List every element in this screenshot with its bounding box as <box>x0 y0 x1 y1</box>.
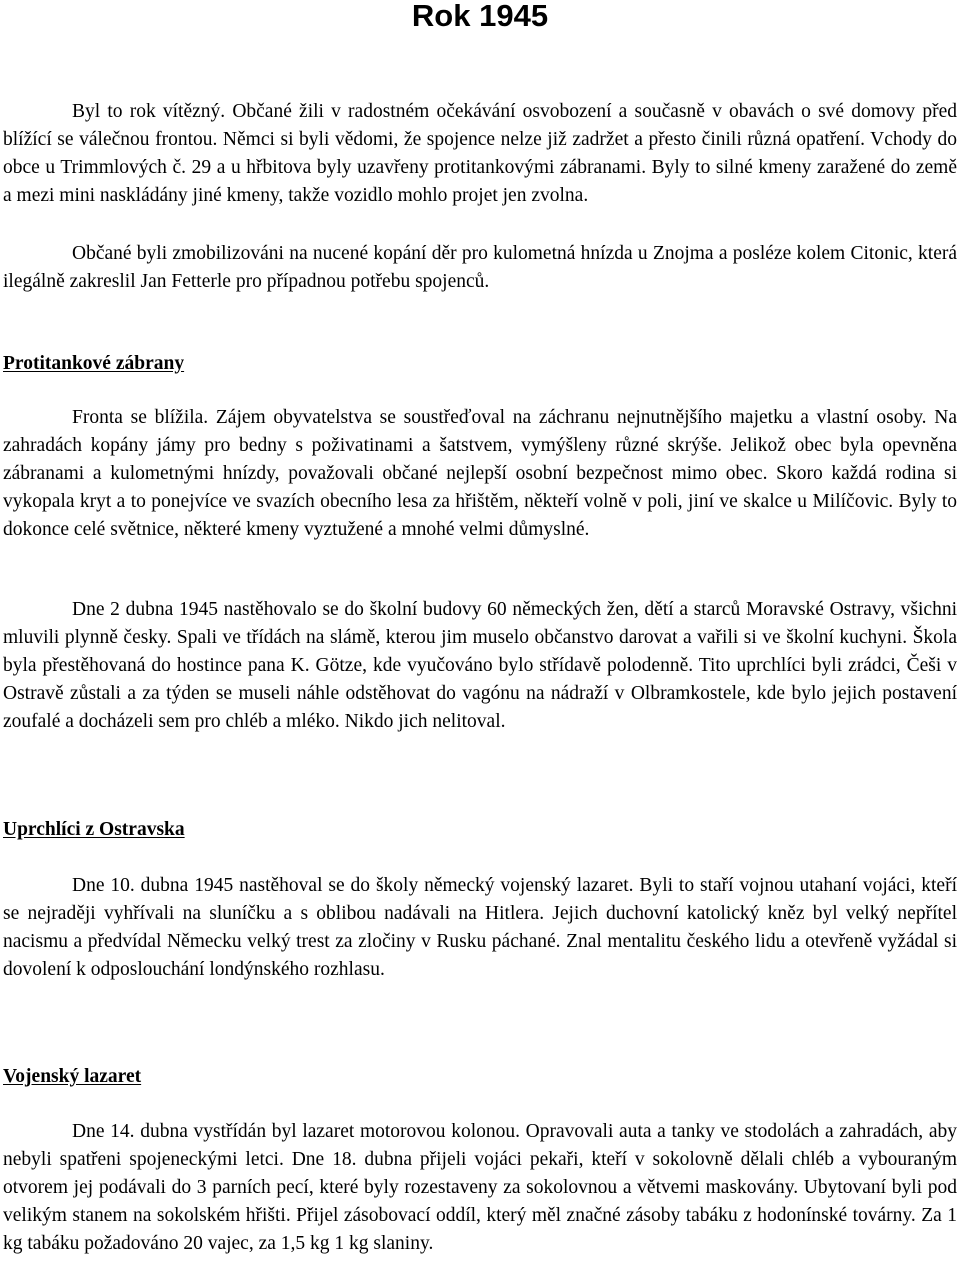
intro-paragraph-1: Byl to rok vítězný. Občané žili v radostném očekávání osvobození a současně v obavách o své domovy před blížící se válečnou frontou. Němci si byli vědomi, že spojence nelze již zadržet a přesto činili různá opatření. Vchody do obce u Trimmlových č. 29 a u hřbitova byly uzavřeny protitankovými zábranami. Byly to silné kmeny zaražené do země a mezi mini naskládány jiné kmeny, takže vozidlo mohlo projet jen zvolna. <box>3 101 957 206</box>
section1-paragraph-2: Dne 2 dubna 1945 nastěhovalo se do školní budovy 60 německých žen, dětí a starců Moravské Ostravy, všichni mluvili plynně česky. Spali ve třídách na slámě, kterou jim muselo občanstvo darovat a vařili si ve školní kuchyni. Škola byla přestěhovaná do hostince pana K. Götze, kde vyučováno bylo střídavě polodenně. Tito uprchlíci byli zrádci, Češi v Ostravě zůstali a za týden se museli náhle odstěhovat do vagónu na nádraží v Olbramkostele, kde bylo jejich postavení zoufalé a docházeli sem pro chléb a mléko. Nikdo jich nelitoval. <box>3 599 957 732</box>
section1-paragraph-1: Fronta se blížila. Zájem obyvatelstva se soustřeďoval na záchranu nejnutnějšího majetku a vlastní osoby. Na zahradách kopány jámy pro bedny s poživatinami a šatstvem, vymýšleny různé skrýše. Jelikož obec byla opevněna zábranami a kulometnými hnízdy, považovali občané nejlepší osobní bezpečnost mimo obec. Skoro každá rodina si vykopala kryt a to ponejvíce ve svazích obecního lesa za hřištěm, někteří volně v poli, jiní ve skalce u Milíčovic. Byly to dokonce celé světnice, některé kmeny vyztužené a mnohé velmi důmyslné. <box>3 407 957 540</box>
section-heading-military-hospital: Vojenský lazaret <box>3 1066 142 1087</box>
section-heading-antitank-barriers: Protitankové zábrany <box>3 353 185 374</box>
page-title: Rok 1945 <box>411 0 549 33</box>
intro-paragraph-2: Občané byli zmobilizováni na nucené kopání děr pro kulometná hnízda u Znojma a posléze kolem Citonic, která ilegálně zakreslil Jan Fetterle pro případnou potřebu spojenců. <box>3 243 957 292</box>
section3-paragraph-1: Dne 14. dubna vystřídán byl lazaret motorovou kolonou. Opravovali auta a tanky ve stodolách a zahradách, aby nebyli spatřeni spojeneckými letci. Dne 18. dubna přijeli vojáci pekaři, kteří v sokolovně dělali chléb a vybouraným otvorem jej podávali do 3 parních pecí, které byly rozestaveny za sokolovnou a větvemi maskovány. Ubytovaní byli pod velikým stanem na sokolském hřišti. Přijel zásobovací oddíl, který měl značné zásoby tabáku z hodonínské továrny. Za 1 kg tabáku požadováno 20 vajec, za 1,5 kg 1 kg slaniny. <box>3 1121 957 1254</box>
section2-paragraph-1: Dne 10. dubna 1945 nastěhoval se do školy německý vojenský lazaret. Byli to staří vojnou utahaní vojáci, kteří se nejraději vyhřívali na sluníčku a s oblibou nadávali na Hitlera. Jejich duchovní katolický kněz byl velký nepřítel nacismu a předvídal Německu velký trest za zločiny v Rusku páchané. Znal mentalitu českého lidu a otevřeně vyžádal si dovolení k odposlouchání londýnského rozhlasu. <box>3 875 957 980</box>
section-heading-refugees: Uprchlíci z Ostravska <box>3 819 185 840</box>
